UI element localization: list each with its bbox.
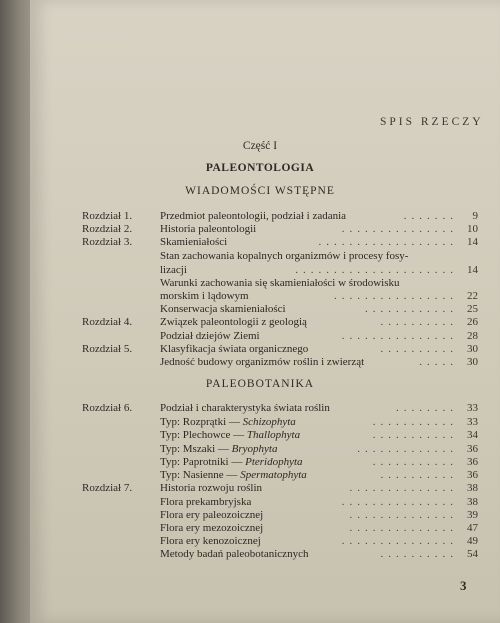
toc-row: [0, 416, 500, 429]
toc-row: [0, 316, 500, 329]
entry-title: Flora prekambryjska: [160, 496, 252, 508]
toc-row: [0, 496, 500, 509]
part-title: Część I: [242, 140, 278, 152]
entry-title: Typ: Paprotniki — Pteridophyta: [160, 456, 303, 468]
toc-row: [0, 456, 500, 469]
toc-row: [0, 264, 500, 277]
page-ref: 39: [467, 509, 478, 521]
dot-leaders: ..............: [349, 522, 458, 534]
dot-leaders: ..........: [380, 548, 458, 560]
entry-title: Metody badań paleobotanicznych: [160, 548, 309, 560]
dot-leaders: ..................: [318, 236, 458, 248]
page-ref: 14: [467, 236, 478, 248]
page-ref: 36: [467, 443, 478, 455]
dot-leaders: ...........: [372, 416, 458, 428]
latin-name: Spermatophyta: [240, 469, 307, 481]
page-ref: 54: [467, 548, 478, 560]
entry-title: Flora ery kenozoicznej: [160, 535, 261, 547]
entry-title: Historia paleontologii: [160, 223, 257, 235]
toc-row: [0, 250, 500, 263]
dot-leaders: ...............: [341, 223, 458, 235]
dot-leaders: ............: [365, 303, 458, 315]
dot-leaders: ........: [396, 402, 458, 414]
dot-leaders: ...............: [341, 330, 458, 342]
dot-leaders: .....................: [295, 264, 458, 276]
page-ref: 28: [467, 330, 478, 342]
dot-leaders: ................: [334, 290, 458, 302]
page-ref: 30: [467, 356, 478, 368]
entry-title: Jedność budowy organizmów roślin i zwierząt: [160, 356, 365, 368]
toc-row: [0, 290, 500, 303]
toc-row: [0, 303, 500, 316]
toc-row: [0, 277, 500, 290]
entry-title: Konserwacja skamieniałości: [160, 303, 286, 315]
dot-leaders: .............: [357, 443, 458, 455]
toc-row: [0, 356, 500, 369]
toc-row: [0, 429, 500, 442]
toc-row: [0, 236, 500, 249]
entry-title: Typ: Plechowce — Thallophyta: [160, 429, 301, 441]
chapter-label: Rozdział 7.: [82, 482, 133, 494]
entry-title: Skamieniałości: [160, 236, 228, 248]
page-ref: 36: [467, 456, 478, 468]
dot-leaders: ..........: [380, 316, 458, 328]
section-introduction: WIADOMOŚCI WSTĘPNE: [185, 185, 335, 197]
entry-title: Podział dziejów Ziemi: [160, 330, 260, 342]
chapter-label: Rozdział 4.: [82, 316, 133, 328]
toc-row: [0, 522, 500, 535]
page-ref: 26: [467, 316, 478, 328]
page-ref: 38: [467, 482, 478, 494]
toc-row: [0, 509, 500, 522]
dot-leaders: ..........: [380, 343, 458, 355]
entry-title: Warunki zachowania się skamieniałości w środowisku: [160, 277, 400, 289]
entry-title: Typ: Rozprątki — Schizophyta: [160, 416, 296, 428]
chapter-label: Rozdział 6.: [82, 402, 133, 414]
dot-leaders: ..........: [380, 469, 458, 481]
toc-row: [0, 443, 500, 456]
dot-leaders: ..............: [349, 509, 458, 521]
page-ref: 22: [467, 290, 478, 302]
section-paleontology: PALEONTOLOGIA: [205, 162, 315, 174]
entry-title: Przedmiot paleontologii, podział i zadania: [160, 210, 347, 222]
chapter-label: Rozdział 1.: [82, 210, 133, 222]
entry-title: Klasyfikacja świata organicznego: [160, 343, 309, 355]
section-paleobotany: PALEOBOTANIKA: [205, 378, 315, 390]
dot-leaders: ...............: [341, 496, 458, 508]
chapter-label: Rozdział 3.: [82, 236, 133, 248]
page-ref: 14: [467, 264, 478, 276]
page-ref: 30: [467, 343, 478, 355]
dot-leaders: ...........: [372, 456, 458, 468]
entry-title: Podział i charakterystyka świata roślin: [160, 402, 330, 414]
latin-name: Thallophyta: [246, 429, 301, 441]
toc-row: [0, 223, 500, 236]
toc-row: [0, 469, 500, 482]
toc-row: [0, 402, 500, 415]
toc-row: [0, 535, 500, 548]
page-ref: 33: [467, 402, 478, 414]
toc-heading: SPIS RZECZY: [380, 116, 484, 128]
toc-row: [0, 548, 500, 561]
toc-row: [0, 330, 500, 343]
entry-title: Flora ery mezozoicznej: [160, 522, 264, 534]
toc-row: [0, 482, 500, 495]
page-ref: 34: [467, 429, 478, 441]
latin-name: Schizophyta: [242, 416, 296, 428]
page-ref: 9: [472, 210, 478, 222]
entry-title: Typ: Nasienne — Spermatophyta: [160, 469, 307, 481]
page-ref: 38: [467, 496, 478, 508]
entry-title: Stan zachowania kopalnych organizmów i procesy fosy-: [160, 250, 409, 262]
page-ref: 49: [467, 535, 478, 547]
page-ref: 36: [467, 469, 478, 481]
dot-leaders: .....: [419, 356, 458, 368]
page-ref: 47: [467, 522, 478, 534]
entry-title: Flora ery paleozoicznej: [160, 509, 264, 521]
entry-title: Związek paleontologii z geologią: [160, 316, 307, 328]
page-ref: 10: [467, 223, 478, 235]
entry-title: Historia rozwoju roślin: [160, 482, 263, 494]
page-ref: 25: [467, 303, 478, 315]
page-ref: 33: [467, 416, 478, 428]
toc-row: [0, 343, 500, 356]
page-number: 3: [460, 578, 467, 593]
entry-title: Typ: Mszaki — Bryophyta: [160, 443, 278, 455]
latin-name: Pteridophyta: [245, 456, 303, 468]
dot-leaders: ...........: [372, 429, 458, 441]
latin-name: Bryophyta: [231, 443, 278, 455]
toc-row: [0, 210, 500, 223]
chapter-label: Rozdział 2.: [82, 223, 133, 235]
dot-leaders: ..............: [349, 482, 458, 494]
dot-leaders: ...............: [341, 535, 458, 547]
entry-title: lizacji: [160, 264, 187, 276]
entry-title: morskim i lądowym: [160, 290, 249, 302]
chapter-label: Rozdział 5.: [82, 343, 133, 355]
dot-leaders: .......: [403, 210, 458, 222]
